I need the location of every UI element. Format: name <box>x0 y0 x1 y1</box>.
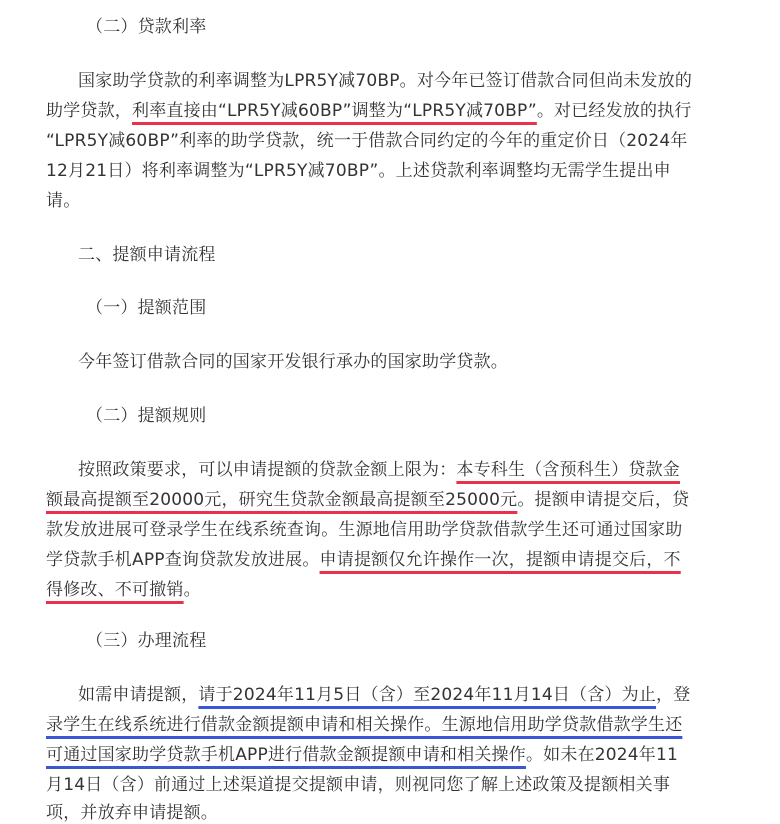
handling-paragraph-line-3 <box>46 743 678 767</box>
rules-text: 按照政策要求，可以申请提额的贷款金额上限为： <box>78 460 457 480</box>
rate-paragraph-line-1: 国家助学贷款的利率调整为LPR5Y减70BP。对今年已签订借款合同但尚未发放的 <box>78 71 693 91</box>
rules-paragraph-line-3: 款发放进展可登录学生在线系统查询。生源地信用助学贷款借款学生还可通过国家助 <box>46 520 683 540</box>
rules-highlight: 申请提额仅允许操作一次，提额申请提交后，不 <box>319 550 681 570</box>
handling-highlight: 录学生在线系统进行借款金额提额申请和相关操作。生源地信用助学贷款借款学生还 <box>46 715 683 735</box>
rules-highlight: 额最高提额至20000元，研究生贷款金额最高提额至25000元 <box>46 490 518 510</box>
handling-paragraph-line-4: 月14日（含）前通过上述渠道提交提额申请，则视同您了解上述政策及提额相关事 <box>46 775 671 795</box>
process-heading: 二、提额申请流程 <box>78 245 216 265</box>
handling-text: 如需申请提额， <box>78 685 199 705</box>
handling-text: ，登 <box>656 685 691 705</box>
rules-highlight: 得修改、不可撤销 <box>46 580 184 600</box>
rules-text: 。提额申请提交后，贷 <box>517 490 690 510</box>
rules-highlight: 本专科生（含预科生）贷款金 <box>456 460 681 480</box>
rules-text: 。 <box>183 580 201 600</box>
handling-highlight: 请于2024年11月5日（含）至2024年11月14日（含）为止 <box>198 685 657 705</box>
scope-heading: （一）提额范围 <box>86 298 207 318</box>
handling-paragraph-line-2 <box>46 713 682 737</box>
rate-paragraph-line-2 <box>46 99 692 123</box>
rate-text: 助学贷款， <box>46 101 132 121</box>
rules-paragraph-line-4 <box>46 548 681 572</box>
scope-paragraph: 今年签订借款合同的国家开发银行承办的国家助学贷款。 <box>78 352 508 372</box>
rate-paragraph-line-5: 请。 <box>46 191 81 211</box>
handling-highlight: 可通过国家助学贷款手机APP进行借款金额提额申请和相关操作 <box>46 745 526 765</box>
rate-paragraph-line-3: “LPR5Y减60BP”利率的助学贷款，统一于借款合同约定的今年的重定价日（2024年 <box>46 131 688 151</box>
handling-paragraph-line-1 <box>78 683 690 707</box>
rate-highlight: 利率直接由“LPR5Y减60BP”调整为“LPR5Y减70BP” <box>132 101 537 121</box>
rate-heading: （二）贷款利率 <box>86 17 207 37</box>
rules-paragraph-line-1 <box>78 458 680 482</box>
rate-text: 。对已经发放的执行 <box>536 101 692 121</box>
handling-heading: （三）办理流程 <box>86 631 207 651</box>
rules-heading: （二）提额规则 <box>86 406 207 426</box>
handling-paragraph-line-5: 项，并放弃申请提额。 <box>46 803 218 823</box>
rate-paragraph-line-4: 12月21日）将利率调整为“LPR5Y减70BP”。上述贷款利率调整均无需学生提出申 <box>46 161 671 181</box>
handling-text: 。如未在2024年11 <box>525 745 679 765</box>
rules-text: 学贷款手机APP查询贷款发放进展。 <box>46 550 320 570</box>
rules-paragraph-line-5 <box>46 578 201 602</box>
rules-paragraph-line-2 <box>46 488 689 512</box>
